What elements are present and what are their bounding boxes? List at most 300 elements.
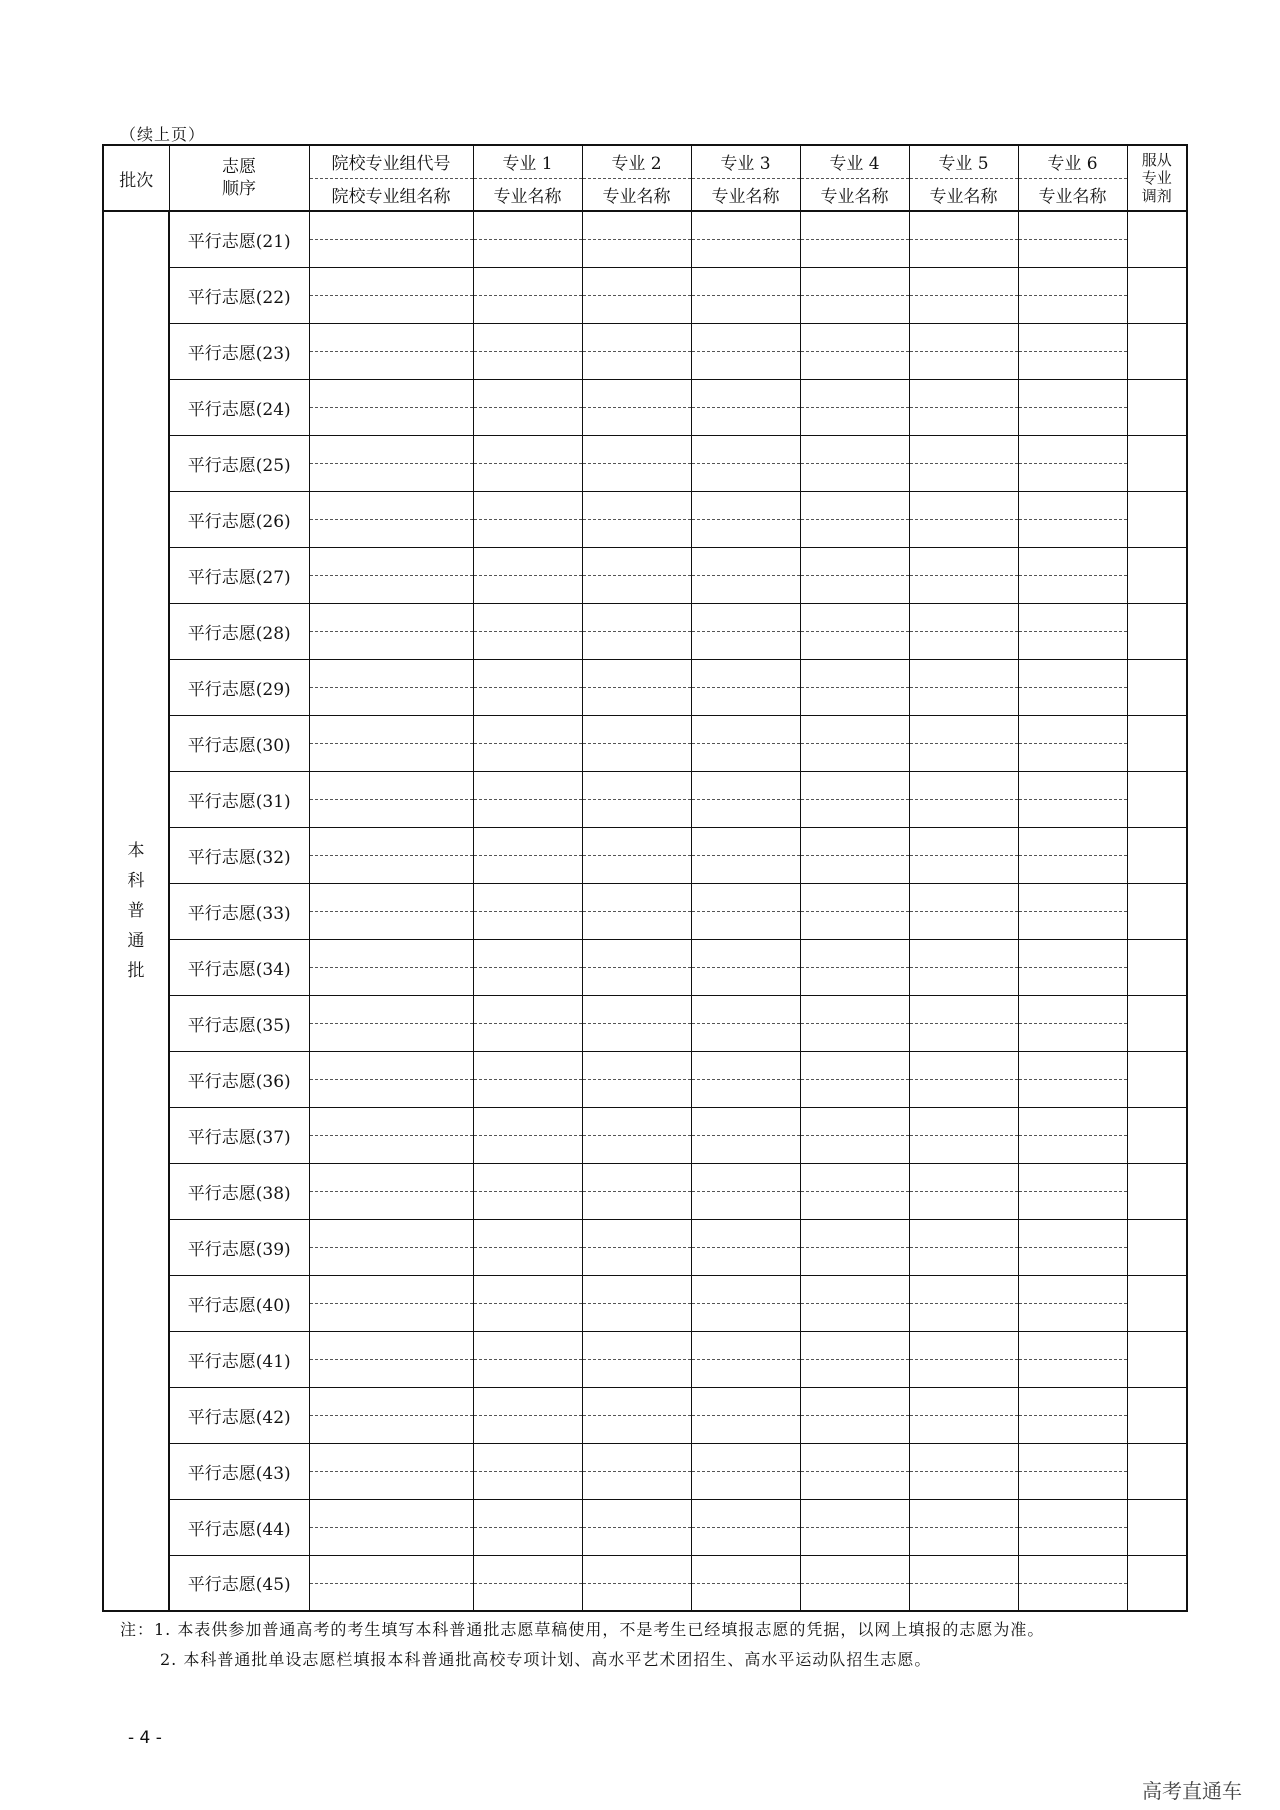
major-6-entry-cell[interactable] [1018, 491, 1127, 547]
group-entry-cell[interactable] [309, 1163, 473, 1219]
dashed-divider [1019, 351, 1127, 352]
group-entry-cell[interactable] [309, 827, 473, 883]
accept-adjustment-cell[interactable] [1127, 659, 1187, 715]
header-major-6: 专业 6 专业名称 [1018, 145, 1127, 211]
dashed-divider [801, 575, 909, 576]
dashed-divider [910, 1583, 1018, 1584]
major-2-entry-cell[interactable] [582, 435, 691, 491]
group-entry-cell[interactable] [309, 1331, 473, 1387]
major-6-entry-cell[interactable] [1018, 771, 1127, 827]
volunteer-order-label: 平行志愿(36) [169, 1051, 309, 1107]
accept-adjustment-cell[interactable] [1127, 603, 1187, 659]
major-2-entry-cell[interactable] [582, 1219, 691, 1275]
group-entry-cell[interactable] [309, 715, 473, 771]
major-2-entry-cell[interactable] [582, 1387, 691, 1443]
dashed-divider [910, 743, 1018, 744]
major-5-entry-cell[interactable] [909, 435, 1018, 491]
dashed-divider [310, 239, 473, 240]
dashed-divider [910, 407, 1018, 408]
major-4-entry-cell[interactable] [800, 267, 909, 323]
dashed-divider [1019, 967, 1127, 968]
major-6-entry-cell[interactable] [1018, 1219, 1127, 1275]
major-1-entry-cell[interactable] [473, 211, 582, 267]
dashed-divider [310, 631, 473, 632]
dashed-divider [583, 631, 691, 632]
major-3-entry-cell[interactable] [691, 547, 800, 603]
major-4-entry-cell[interactable] [800, 491, 909, 547]
dashed-divider [692, 1079, 800, 1080]
group-entry-cell[interactable] [309, 379, 473, 435]
major-5-entry-cell[interactable] [909, 211, 1018, 267]
major-4-entry-cell[interactable] [800, 771, 909, 827]
dashed-divider [910, 855, 1018, 856]
table-row [103, 211, 1187, 267]
dashed-divider [310, 1023, 473, 1024]
major-5-entry-cell[interactable] [909, 1499, 1018, 1555]
dashed-divider [692, 519, 800, 520]
group-entry-cell[interactable] [309, 491, 473, 547]
group-entry-cell[interactable] [309, 883, 473, 939]
accept-adjustment-cell[interactable] [1127, 1387, 1187, 1443]
dashed-divider [692, 407, 800, 408]
dashed-divider [310, 799, 473, 800]
dashed-divider [801, 743, 909, 744]
major-5-entry-cell[interactable] [909, 659, 1018, 715]
major-1-entry-cell[interactable] [473, 771, 582, 827]
major-6-entry-cell[interactable] [1018, 1555, 1127, 1611]
major-4-entry-cell[interactable] [800, 883, 909, 939]
major-6-entry-cell[interactable] [1018, 1275, 1127, 1331]
major-6-entry-cell[interactable] [1018, 1107, 1127, 1163]
accept-adjustment-cell[interactable] [1127, 379, 1187, 435]
major-6-entry-cell[interactable] [1018, 435, 1127, 491]
major-4-entry-cell[interactable] [800, 1499, 909, 1555]
dashed-divider [474, 855, 582, 856]
accept-adjustment-cell[interactable] [1127, 1051, 1187, 1107]
dashed-divider [583, 799, 691, 800]
dashed-divider [801, 1471, 909, 1472]
dashed-divider [1019, 463, 1127, 464]
continued-label: （续上页） [120, 125, 206, 144]
major-6-entry-cell[interactable] [1018, 883, 1127, 939]
major-1-entry-cell[interactable] [473, 1219, 582, 1275]
major-1-entry-cell[interactable] [473, 1275, 582, 1331]
volunteer-order-label: 平行志愿(22) [169, 267, 309, 323]
major-5-entry-cell[interactable] [909, 1219, 1018, 1275]
major-5-entry-cell[interactable] [909, 827, 1018, 883]
major-1-entry-cell[interactable] [473, 1107, 582, 1163]
major-3-entry-cell[interactable] [691, 603, 800, 659]
major-3-entry-cell[interactable] [691, 715, 800, 771]
major-4-entry-cell[interactable] [800, 603, 909, 659]
dashed-divider [474, 1359, 582, 1360]
major-2-entry-cell[interactable] [582, 1555, 691, 1611]
dashed-divider [801, 1191, 909, 1192]
dashed-divider [1019, 855, 1127, 856]
dashed-divider [910, 575, 1018, 576]
dashed-divider [583, 575, 691, 576]
major-5-entry-cell[interactable] [909, 1051, 1018, 1107]
dashed-divider [910, 1191, 1018, 1192]
group-entry-cell[interactable] [309, 435, 473, 491]
major-4-entry-cell[interactable] [800, 1443, 909, 1499]
major-1-entry-cell[interactable] [473, 379, 582, 435]
major-4-entry-cell[interactable] [800, 323, 909, 379]
major-6-entry-cell[interactable] [1018, 323, 1127, 379]
major-6-entry-cell[interactable] [1018, 1387, 1127, 1443]
major-2-entry-cell[interactable] [582, 1051, 691, 1107]
major-6-entry-cell[interactable] [1018, 1331, 1127, 1387]
dashed-divider [583, 1527, 691, 1528]
table-row [103, 1499, 1187, 1555]
major-2-entry-cell[interactable] [582, 715, 691, 771]
major-5-entry-cell[interactable] [909, 771, 1018, 827]
accept-adjustment-cell[interactable] [1127, 435, 1187, 491]
major-2-entry-cell[interactable] [582, 1163, 691, 1219]
dashed-divider [801, 967, 909, 968]
accept-adjustment-cell[interactable] [1127, 995, 1187, 1051]
dashed-divider [310, 967, 473, 968]
group-entry-cell[interactable] [309, 547, 473, 603]
volunteer-order-label: 平行志愿(42) [169, 1387, 309, 1443]
major-3-entry-cell[interactable] [691, 1163, 800, 1219]
volunteer-order-label: 平行志愿(23) [169, 323, 309, 379]
dashed-divider [583, 1415, 691, 1416]
major-6-entry-cell[interactable] [1018, 547, 1127, 603]
major-5-entry-cell[interactable] [909, 1387, 1018, 1443]
major-1-entry-cell[interactable] [473, 491, 582, 547]
volunteer-form-table [102, 144, 1188, 1612]
major-5-entry-cell[interactable] [909, 1555, 1018, 1611]
major-4-entry-cell[interactable] [800, 1051, 909, 1107]
dashed-divider [692, 1415, 800, 1416]
table-row [103, 939, 1187, 995]
dashed-divider [910, 519, 1018, 520]
major-4-entry-cell[interactable] [800, 995, 909, 1051]
major-1-entry-cell[interactable] [473, 1163, 582, 1219]
major-6-entry-cell[interactable] [1018, 267, 1127, 323]
major-2-entry-cell[interactable] [582, 323, 691, 379]
major-4-entry-cell[interactable] [800, 1275, 909, 1331]
dashed-divider [583, 967, 691, 968]
volunteer-order-label: 平行志愿(33) [169, 883, 309, 939]
dashed-divider [474, 1247, 582, 1248]
major-3-entry-cell[interactable] [691, 1499, 800, 1555]
major-3-entry-cell[interactable] [691, 379, 800, 435]
watermark: 高考直通车 [1142, 1779, 1242, 1803]
group-entry-cell[interactable] [309, 1555, 473, 1611]
accept-adjustment-cell[interactable] [1127, 547, 1187, 603]
major-2-entry-cell[interactable] [582, 379, 691, 435]
accept-adjustment-cell[interactable] [1127, 491, 1187, 547]
major-4-entry-cell[interactable] [800, 1219, 909, 1275]
table-row [103, 827, 1187, 883]
group-entry-cell[interactable] [309, 771, 473, 827]
group-entry-cell[interactable] [309, 659, 473, 715]
accept-adjustment-cell[interactable] [1127, 1443, 1187, 1499]
major-2-entry-cell[interactable] [582, 883, 691, 939]
major-3-entry-cell[interactable] [691, 1331, 800, 1387]
major-2-entry-cell[interactable] [582, 491, 691, 547]
major-1-entry-cell[interactable] [473, 827, 582, 883]
major-6-entry-cell[interactable] [1018, 1163, 1127, 1219]
dashed-divider [474, 1191, 582, 1192]
major-3-entry-cell[interactable] [691, 995, 800, 1051]
accept-adjustment-cell[interactable] [1127, 323, 1187, 379]
major-4-entry-cell[interactable] [800, 827, 909, 883]
major-6-entry-cell[interactable] [1018, 1051, 1127, 1107]
group-entry-cell[interactable] [309, 1107, 473, 1163]
volunteer-order-label: 平行志愿(44) [169, 1499, 309, 1555]
dashed-divider [310, 1135, 473, 1136]
major-3-entry-cell[interactable] [691, 267, 800, 323]
major-3-entry-cell[interactable] [691, 1051, 800, 1107]
major-1-entry-cell[interactable] [473, 603, 582, 659]
major-3-entry-cell[interactable] [691, 1219, 800, 1275]
accept-adjustment-cell[interactable] [1127, 1499, 1187, 1555]
dashed-divider [692, 463, 800, 464]
major-2-entry-cell[interactable] [582, 939, 691, 995]
major-5-entry-cell[interactable] [909, 1163, 1018, 1219]
dashed-divider [1019, 1247, 1127, 1248]
major-4-entry-cell[interactable] [800, 1163, 909, 1219]
group-entry-cell[interactable] [309, 323, 473, 379]
dashed-divider [583, 1303, 691, 1304]
major-1-entry-cell[interactable] [473, 267, 582, 323]
dashed-divider [474, 743, 582, 744]
dashed-divider [583, 1135, 691, 1136]
major-6-entry-cell[interactable] [1018, 827, 1127, 883]
major-1-entry-cell[interactable] [473, 1499, 582, 1555]
major-6-entry-cell[interactable] [1018, 1499, 1127, 1555]
major-3-entry-cell[interactable] [691, 1107, 800, 1163]
accept-adjustment-cell[interactable] [1127, 939, 1187, 995]
major-2-entry-cell[interactable] [582, 827, 691, 883]
major-5-entry-cell[interactable] [909, 603, 1018, 659]
accept-adjustment-cell[interactable] [1127, 1163, 1187, 1219]
dashed-divider [910, 1415, 1018, 1416]
accept-adjustment-cell[interactable] [1127, 715, 1187, 771]
group-entry-cell[interactable] [309, 1443, 473, 1499]
major-1-entry-cell[interactable] [473, 1555, 582, 1611]
group-entry-cell[interactable] [309, 267, 473, 323]
dashed-divider [692, 1191, 800, 1192]
major-3-entry-cell[interactable] [691, 659, 800, 715]
major-3-entry-cell[interactable] [691, 491, 800, 547]
dashed-divider [583, 1079, 691, 1080]
major-6-entry-cell[interactable] [1018, 211, 1127, 267]
group-entry-cell[interactable] [309, 1499, 473, 1555]
dashed-divider [910, 911, 1018, 912]
major-4-entry-cell[interactable] [800, 939, 909, 995]
accept-adjustment-cell[interactable] [1127, 267, 1187, 323]
accept-adjustment-cell[interactable] [1127, 883, 1187, 939]
dashed-divider [692, 1471, 800, 1472]
dashed-divider [310, 1191, 473, 1192]
dashed-divider [692, 911, 800, 912]
major-1-entry-cell[interactable] [473, 715, 582, 771]
dashed-divider [474, 1583, 582, 1584]
major-4-entry-cell[interactable] [800, 379, 909, 435]
major-6-entry-cell[interactable] [1018, 603, 1127, 659]
group-entry-cell[interactable] [309, 211, 473, 267]
dashed-divider [801, 1303, 909, 1304]
major-1-entry-cell[interactable] [473, 323, 582, 379]
accept-adjustment-cell[interactable] [1127, 1331, 1187, 1387]
group-entry-cell[interactable] [309, 939, 473, 995]
table-row [103, 1051, 1187, 1107]
major-4-entry-cell[interactable] [800, 1107, 909, 1163]
major-3-entry-cell[interactable] [691, 1443, 800, 1499]
major-3-entry-cell[interactable] [691, 1275, 800, 1331]
major-3-entry-cell[interactable] [691, 435, 800, 491]
major-2-entry-cell[interactable] [582, 603, 691, 659]
accept-adjustment-cell[interactable] [1127, 827, 1187, 883]
dashed-divider [474, 1303, 582, 1304]
dashed-divider [310, 687, 473, 688]
major-5-entry-cell[interactable] [909, 939, 1018, 995]
major-2-entry-cell[interactable] [582, 1499, 691, 1555]
major-1-entry-cell[interactable] [473, 939, 582, 995]
dashed-divider [910, 295, 1018, 296]
major-2-entry-cell[interactable] [582, 771, 691, 827]
major-5-entry-cell[interactable] [909, 267, 1018, 323]
major-4-entry-cell[interactable] [800, 1555, 909, 1611]
dashed-divider [1019, 1135, 1127, 1136]
dashed-divider [910, 1303, 1018, 1304]
major-5-entry-cell[interactable] [909, 995, 1018, 1051]
dashed-divider [474, 911, 582, 912]
dashed-divider [801, 407, 909, 408]
major-4-entry-cell[interactable] [800, 547, 909, 603]
accept-adjustment-cell[interactable] [1127, 1275, 1187, 1331]
dashed-divider [692, 1359, 800, 1360]
major-3-entry-cell[interactable] [691, 771, 800, 827]
accept-adjustment-cell[interactable] [1127, 771, 1187, 827]
major-4-entry-cell[interactable] [800, 211, 909, 267]
major-6-entry-cell[interactable] [1018, 1443, 1127, 1499]
dashed-divider [583, 1247, 691, 1248]
group-entry-cell[interactable] [309, 603, 473, 659]
dashed-divider [910, 1247, 1018, 1248]
major-3-entry-cell[interactable] [691, 1387, 800, 1443]
group-entry-cell[interactable] [309, 1275, 473, 1331]
dashed-divider [801, 1023, 909, 1024]
major-1-entry-cell[interactable] [473, 995, 582, 1051]
major-4-entry-cell[interactable] [800, 1387, 909, 1443]
major-6-entry-cell[interactable] [1018, 995, 1127, 1051]
page-number: - 4 - [128, 1728, 162, 1748]
major-5-entry-cell[interactable] [909, 379, 1018, 435]
major-6-entry-cell[interactable] [1018, 379, 1127, 435]
major-2-entry-cell[interactable] [582, 267, 691, 323]
note-1: 注：1. 本表供参加普通高考的考生填写本科普通批志愿草稿使用，不是考生已经填报志愿的凭据，以网上填报的志愿为准。 [120, 1620, 1045, 1639]
group-entry-cell[interactable] [309, 1219, 473, 1275]
dashed-divider [801, 1359, 909, 1360]
dashed-divider [801, 855, 909, 856]
major-6-entry-cell[interactable] [1018, 715, 1127, 771]
major-1-entry-cell[interactable] [473, 883, 582, 939]
major-6-entry-cell[interactable] [1018, 659, 1127, 715]
major-5-entry-cell[interactable] [909, 1331, 1018, 1387]
major-3-entry-cell[interactable] [691, 939, 800, 995]
major-2-entry-cell[interactable] [582, 1331, 691, 1387]
major-5-entry-cell[interactable] [909, 1275, 1018, 1331]
group-entry-cell[interactable] [309, 1387, 473, 1443]
major-5-entry-cell[interactable] [909, 883, 1018, 939]
major-4-entry-cell[interactable] [800, 715, 909, 771]
major-1-entry-cell[interactable] [473, 547, 582, 603]
major-2-entry-cell[interactable] [582, 211, 691, 267]
major-1-entry-cell[interactable] [473, 1387, 582, 1443]
table-row [103, 995, 1187, 1051]
major-1-entry-cell[interactable] [473, 659, 582, 715]
header-major-2: 专业 2 专业名称 [582, 145, 691, 211]
dashed-divider [801, 687, 909, 688]
major-1-entry-cell[interactable] [473, 435, 582, 491]
volunteer-order-label: 平行志愿(31) [169, 771, 309, 827]
table-row [103, 435, 1187, 491]
dashed-divider [310, 855, 473, 856]
major-2-entry-cell[interactable] [582, 995, 691, 1051]
major-4-entry-cell[interactable] [800, 435, 909, 491]
header-major-1: 专业 1 专业名称 [473, 145, 582, 211]
major-3-entry-cell[interactable] [691, 827, 800, 883]
major-5-entry-cell[interactable] [909, 491, 1018, 547]
major-1-entry-cell[interactable] [473, 1051, 582, 1107]
major-2-entry-cell[interactable] [582, 659, 691, 715]
dashed-divider [692, 1303, 800, 1304]
dashed-divider [801, 295, 909, 296]
major-3-entry-cell[interactable] [691, 883, 800, 939]
dashed-divider [692, 575, 800, 576]
major-5-entry-cell[interactable] [909, 323, 1018, 379]
major-3-entry-cell[interactable] [691, 211, 800, 267]
dashed-divider [583, 407, 691, 408]
major-2-entry-cell[interactable] [582, 547, 691, 603]
major-4-entry-cell[interactable] [800, 659, 909, 715]
dashed-divider [910, 463, 1018, 464]
major-3-entry-cell[interactable] [691, 323, 800, 379]
dashed-divider [310, 1527, 473, 1528]
group-entry-cell[interactable] [309, 995, 473, 1051]
volunteer-order-label: 平行志愿(30) [169, 715, 309, 771]
major-3-entry-cell[interactable] [691, 1555, 800, 1611]
major-6-entry-cell[interactable] [1018, 939, 1127, 995]
major-2-entry-cell[interactable] [582, 1275, 691, 1331]
table-row [103, 603, 1187, 659]
major-2-entry-cell[interactable] [582, 1443, 691, 1499]
major-5-entry-cell[interactable] [909, 715, 1018, 771]
accept-adjustment-cell[interactable] [1127, 1107, 1187, 1163]
dashed-divider [583, 1359, 691, 1360]
group-entry-cell[interactable] [309, 1051, 473, 1107]
major-1-entry-cell[interactable] [473, 1331, 582, 1387]
volunteer-order-label: 平行志愿(41) [169, 1331, 309, 1387]
major-5-entry-cell[interactable] [909, 1443, 1018, 1499]
dashed-divider [310, 1079, 473, 1080]
accept-adjustment-cell[interactable] [1127, 1219, 1187, 1275]
volunteer-order-label: 平行志愿(29) [169, 659, 309, 715]
major-5-entry-cell[interactable] [909, 1107, 1018, 1163]
accept-adjustment-cell[interactable] [1127, 1555, 1187, 1611]
major-1-entry-cell[interactable] [473, 1443, 582, 1499]
table-row [103, 659, 1187, 715]
major-5-entry-cell[interactable] [909, 547, 1018, 603]
accept-adjustment-cell[interactable] [1127, 211, 1187, 267]
major-4-entry-cell[interactable] [800, 1331, 909, 1387]
major-2-entry-cell[interactable] [582, 1107, 691, 1163]
